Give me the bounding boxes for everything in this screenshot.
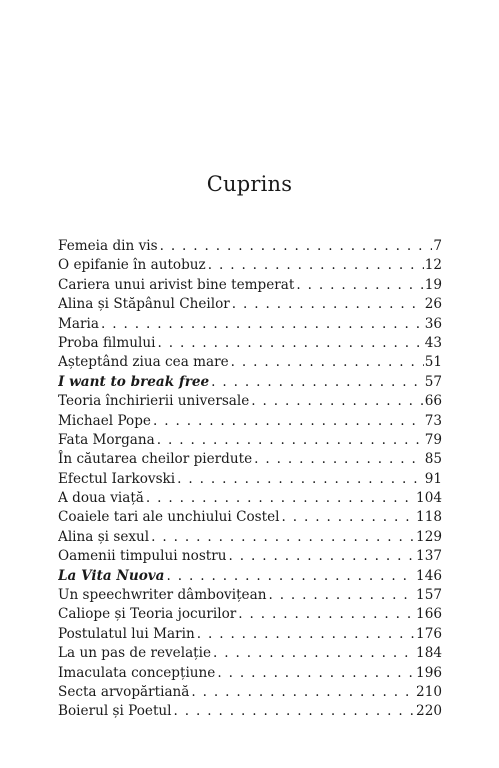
- toc-entry: [58, 508, 442, 527]
- dot-leader: [231, 353, 424, 372]
- toc-entry: [58, 450, 442, 469]
- toc-entry-page: 79: [424, 431, 442, 448]
- toc-entry: [58, 256, 442, 275]
- toc-entry-title: Imaculata concepțiune: [58, 664, 216, 681]
- toc-entry: [58, 528, 442, 547]
- toc-entry-title: Maria: [58, 315, 99, 332]
- toc-entry: [58, 431, 442, 450]
- dot-leader: [254, 450, 424, 469]
- toc-entry-page: 51: [424, 354, 442, 371]
- toc-entry-title: Fata Morgana: [58, 431, 155, 448]
- toc-entry-title: Michael Pope: [58, 412, 151, 429]
- toc-entry-title: Cariera unui arivist bine temperat: [58, 276, 295, 293]
- toc-entry-title: Secta arvopărtiană: [58, 683, 190, 700]
- dot-leader: [151, 528, 415, 547]
- dot-leader: [232, 295, 424, 314]
- toc-entry-page: 129: [416, 528, 442, 545]
- toc-entry: [58, 567, 442, 586]
- toc-entry: [58, 412, 442, 431]
- toc-entry-page: 43: [424, 334, 442, 351]
- dot-leader: [160, 237, 433, 256]
- dot-leader: [157, 334, 423, 353]
- toc-entry: [58, 586, 442, 605]
- dot-leader: [282, 508, 416, 527]
- toc-entry-page: 7: [433, 238, 442, 254]
- toc-entry-page: 26: [424, 296, 442, 313]
- toc-entry: [58, 489, 442, 508]
- toc-entry: [58, 683, 442, 702]
- toc-entry: [58, 547, 442, 566]
- toc-entry-page: 73: [424, 412, 442, 429]
- toc-entry: [58, 664, 442, 683]
- dot-leader: [211, 373, 424, 392]
- dot-leader: [191, 683, 415, 702]
- toc-entry-page: 184: [416, 645, 442, 662]
- toc-entry: [58, 373, 442, 392]
- toc-entry: [58, 353, 442, 372]
- toc-entry: [58, 295, 442, 314]
- toc-entry-title: La Vita Nuova: [58, 567, 165, 584]
- toc-entry-title: Alina și Stăpânul Cheilor: [58, 296, 230, 313]
- dot-leader: [268, 586, 415, 605]
- toc-entry-page: 66: [424, 393, 442, 410]
- toc-entry-page: 104: [416, 490, 442, 507]
- toc-entry-page: 157: [416, 587, 442, 604]
- toc-entry-page: 166: [416, 606, 442, 623]
- dot-leader: [217, 664, 415, 683]
- toc-entry-title: I want to break free: [58, 373, 210, 390]
- page-title: Cuprins: [206, 172, 293, 196]
- toc-entry: [58, 276, 442, 295]
- toc-entry-title: Boierul și Poetul: [58, 703, 172, 720]
- toc-entry-page: 220: [416, 703, 442, 720]
- toc-entry: [58, 605, 442, 624]
- dot-leader: [101, 315, 424, 334]
- toc-entry: [58, 644, 442, 663]
- toc-entry-title: În căutarea cheilor pierdute: [58, 451, 253, 468]
- toc-entry-title: Postulatul lui Marin: [58, 625, 195, 642]
- dot-leader: [296, 276, 423, 295]
- toc-entry-title: Proba filmului: [58, 334, 156, 351]
- toc-entry-page: 137: [416, 548, 442, 565]
- toc-entry: [58, 392, 442, 411]
- dot-leader: [238, 605, 415, 624]
- toc-entry-page: 19: [424, 276, 442, 293]
- toc-entry-title: Oamenii timpului nostru: [58, 548, 227, 565]
- toc-entry-title: Caliope și Teoria jocurilor: [58, 606, 237, 623]
- toc-entry-page: 210: [416, 683, 442, 700]
- toc-entry-page: 85: [424, 451, 442, 468]
- table-of-contents: [58, 237, 442, 722]
- toc-entry-title: Un speechwriter dâmbovițean: [58, 587, 267, 604]
- toc-entry: [58, 237, 442, 256]
- toc-entry-title: Femeia din vis: [58, 238, 158, 254]
- toc-entry-page: 57: [424, 373, 442, 390]
- toc-entry: [58, 315, 442, 334]
- toc-entry-page: 118: [416, 509, 442, 526]
- dot-leader: [197, 625, 415, 644]
- dot-leader: [213, 644, 415, 663]
- toc-entry-title: Așteptând ziua cea mare: [58, 354, 229, 371]
- toc-entry-page: 91: [424, 470, 442, 487]
- toc-entry-title: Coaiele tari ale unchiului Costel: [58, 509, 280, 526]
- dot-leader: [174, 702, 416, 721]
- toc-entry: [58, 702, 442, 721]
- dot-leader: [146, 489, 415, 508]
- toc-entry: [58, 625, 442, 644]
- dot-leader: [153, 412, 424, 431]
- dot-leader: [157, 431, 424, 450]
- toc-entry-title: Efectul Iarkovski: [58, 470, 176, 487]
- toc-entry-title: A doua viață: [58, 490, 144, 507]
- toc-entry-title: Teoria închirierii universale: [58, 393, 250, 410]
- dot-leader: [208, 256, 424, 275]
- toc-entry: [58, 334, 442, 353]
- toc-entry-title: La un pas de revelație: [58, 645, 212, 662]
- dot-leader: [229, 547, 416, 566]
- toc-entry-page: 12: [424, 257, 442, 274]
- toc-entry-page: 176: [416, 625, 442, 642]
- toc-entry-title: O epifanie în autobuz: [58, 257, 206, 274]
- toc-entry-page: 146: [416, 567, 442, 584]
- toc-entry-title: Alina și sexul: [58, 528, 150, 545]
- dot-leader: [166, 567, 415, 586]
- toc-entry-page: 196: [416, 664, 442, 681]
- dot-leader: [177, 470, 424, 489]
- dot-leader: [251, 392, 423, 411]
- toc-entry-page: 36: [424, 315, 442, 332]
- toc-entry: [58, 470, 442, 489]
